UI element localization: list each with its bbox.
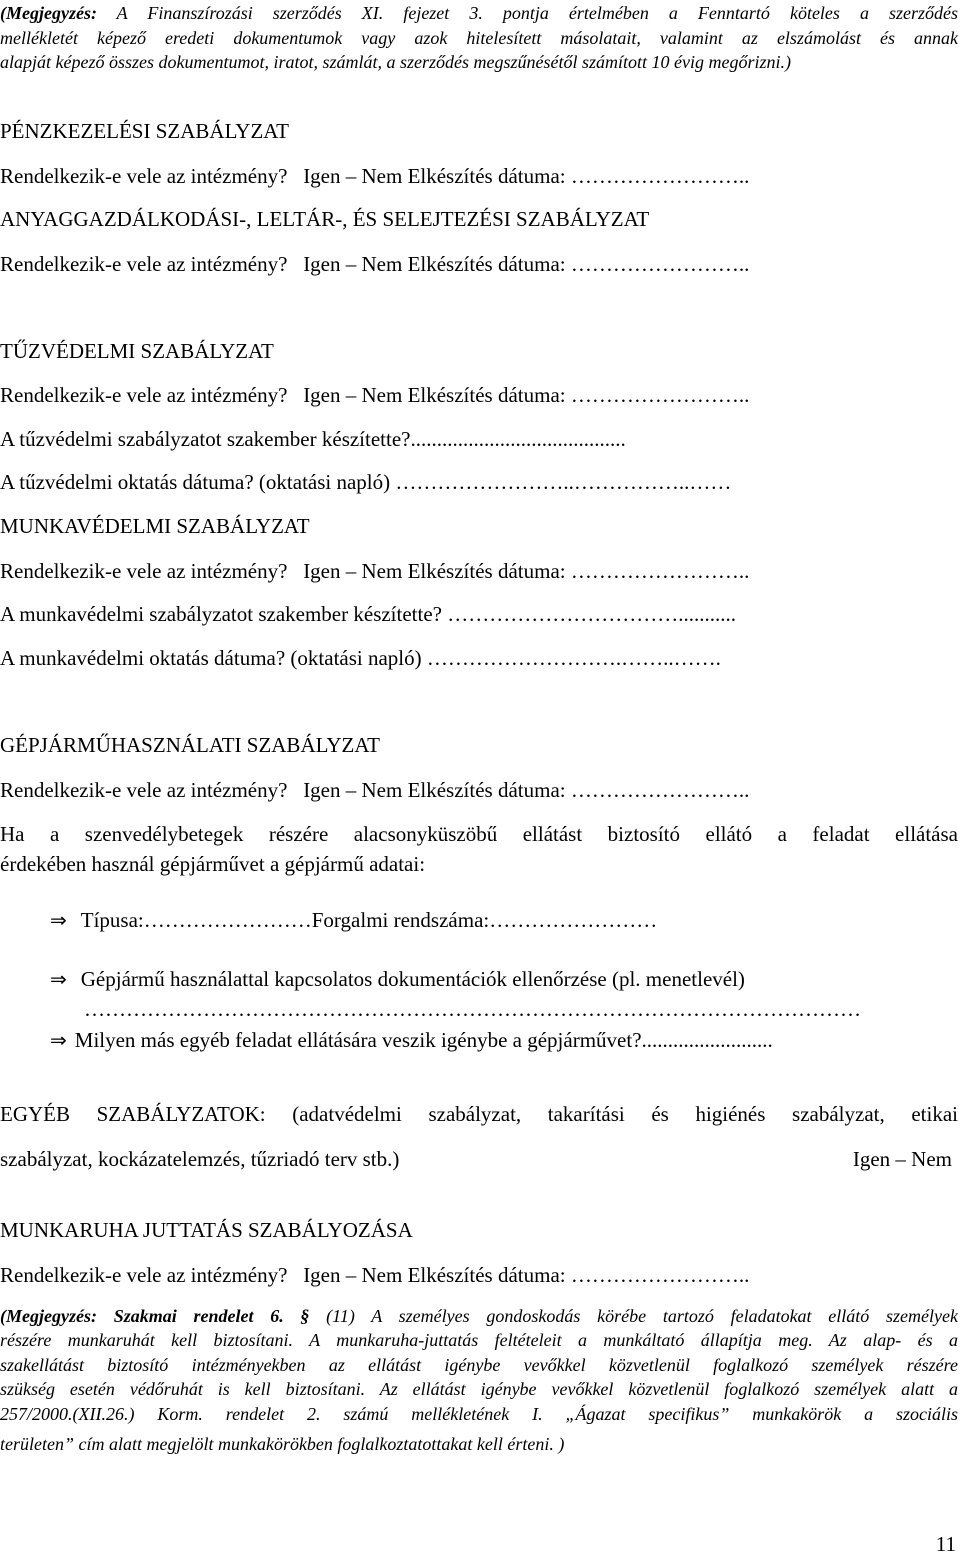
note-bottom-line-2: részére munkaruhát kell biztosítani. A munkaruha-juttatás feltételeit a munkáltató állapítja meg. Az alap- és a	[0, 1330, 958, 1350]
bullet-dokumentacio: ⇒ Gépjármű használattal kapcsolatos dokumentációk ellenőrzése (pl. menetlevél)	[50, 967, 745, 991]
right-double-arrow-icon: ⇒	[50, 1028, 67, 1052]
tuzvedelmi-oktatas-question: A tűzvédelmi oktatás dátuma? (oktatási napló) ……………………..……………..……	[0, 470, 732, 494]
note-top-line-3: alapját képező összes dokumentumot, iratot, számlát, a szerződés megszűnésétől számított 10 évig megőrizni.)	[0, 52, 791, 72]
section-title-gepjarmuhasznalati: GÉPJÁRMŰHASZNÁLATI SZABÁLYZAT	[0, 733, 380, 757]
section-title-penzkezelesi: PÉNZKEZELÉSI SZABÁLYZAT	[0, 119, 289, 143]
question-row-7: Rendelkezik-e vele az intézmény? Igen – Nem Elkészítés dátuma: ……………………..	[0, 1263, 750, 1287]
bullet-egyeb-feladat: ⇒ Milyen más egyéb feladat ellátására veszik igénybe a gépjárművet?.........................	[50, 1028, 773, 1052]
section-title-anyaggazdalkodasi: ANYAGGAZDÁLKODÁSI-, LELTÁR-, ÉS SELEJTEZÉSI SZABÁLYZAT	[0, 207, 650, 231]
note-bottom-line-3: szakellátást biztosító intézményekben az ellátást igénybe vevőkkel közvetlenül foglalkozó személyek részére	[0, 1355, 958, 1375]
munkavedelmi-szakember-question: A munkavédelmi szabályzatot szakember készítette? ……………………………...........	[0, 602, 736, 626]
question-row-3: Rendelkezik-e vele az intézmény? Igen – Nem Elkészítés dátuma: ……………………..	[0, 383, 750, 407]
section-title-munkavedelmi: MUNKAVÉDELMI SZABÁLYZAT	[0, 514, 310, 538]
right-double-arrow-icon: ⇒	[50, 967, 67, 991]
note-top-line-2: mellékletét képező eredeti dokumentumok vagy azok hitelesített másolatait, valamint az elszámolást és annak	[0, 28, 958, 48]
munkavedelmi-oktatas-question: A munkavédelmi oktatás dátuma? (oktatási napló) ……………………….……..…….	[0, 646, 721, 670]
bullet-tipusa: ⇒ Típusa:……………………Forgalmi rendszáma:……………………	[50, 908, 658, 932]
question-row-1: Rendelkezik-e vele az intézmény? Igen – Nem Elkészítés dátuma: ……………………..	[0, 164, 750, 188]
right-double-arrow-icon: ⇒	[50, 908, 67, 932]
egyeb-szabalyzatok-igen-nem: Igen – Nem	[852, 1147, 952, 1171]
question-row-5: Rendelkezik-e vele az intézmény? Igen – Nem Elkészítés dátuma: ……………………..	[0, 778, 750, 802]
gepjarmu-paragraph-line-1: Ha a szenvedélybetegek részére alacsonyküszöbű ellátást biztosító ellátó a feladat ellátása	[0, 822, 958, 846]
egyeb-szabalyzatok-line-1: EGYÉB SZABÁLYZATOK: (adatvédelmi szabályzat, takarítási és higiénés szabályzat, etikai	[0, 1102, 958, 1126]
question-row-4: Rendelkezik-e vele az intézmény? Igen – Nem Elkészítés dátuma: ……………………..	[0, 559, 750, 583]
page-number: 11	[935, 1532, 956, 1556]
note-bottom-line-5: 257/2000.(XII.26.) Korm. rendelet 2. számú mellékletének I. „Ágazat specifikus” munkakörök a szociális	[0, 1404, 958, 1424]
note-bottom-line-4: szükség esetén védőruhát is kell biztosítani. Az ellátást igénybe vevőkkel közvetlenül foglalkozó személyek alatt a	[0, 1379, 958, 1399]
tuzvedelmi-szakember-question: A tűzvédelmi szabályzatot szakember készítette?.........................................	[0, 427, 626, 451]
note-bottom-line-6: területen” cím alatt megjelölt munkakörökben foglalkoztatottakat kell érteni. )	[0, 1434, 565, 1454]
section-title-tuzvedelmi: TŰZVÉDELMI SZABÁLYZAT	[0, 339, 274, 363]
note-bottom-line-1: (Megjegyzés: Szakmai rendelet 6. § (11) A személyes gondoskodás körébe tartozó feladatokat ellátó személyek	[0, 1306, 958, 1326]
egyeb-szabalyzatok-line-2: szabályzat, kockázatelemzés, tűzriadó terv stb.)	[0, 1147, 400, 1171]
gepjarmu-paragraph-line-2: érdekében használ gépjárművet a gépjármű adatai:	[0, 852, 426, 876]
question-row-2: Rendelkezik-e vele az intézmény? Igen – Nem Elkészítés dátuma: ……………………..	[0, 252, 750, 276]
bullet-dokumentacio-dots: …………………………………………………………………………………………………	[84, 997, 861, 1021]
section-title-munkaruha: MUNKARUHA JUTTATÁS SZABÁLYOZÁSA	[0, 1218, 413, 1242]
note-top-line-1: (Megjegyzés: A Finanszírozási szerződés XI. fejezet 3. pontja értelmében a Fenntartó köteles a szerződés	[0, 3, 958, 23]
